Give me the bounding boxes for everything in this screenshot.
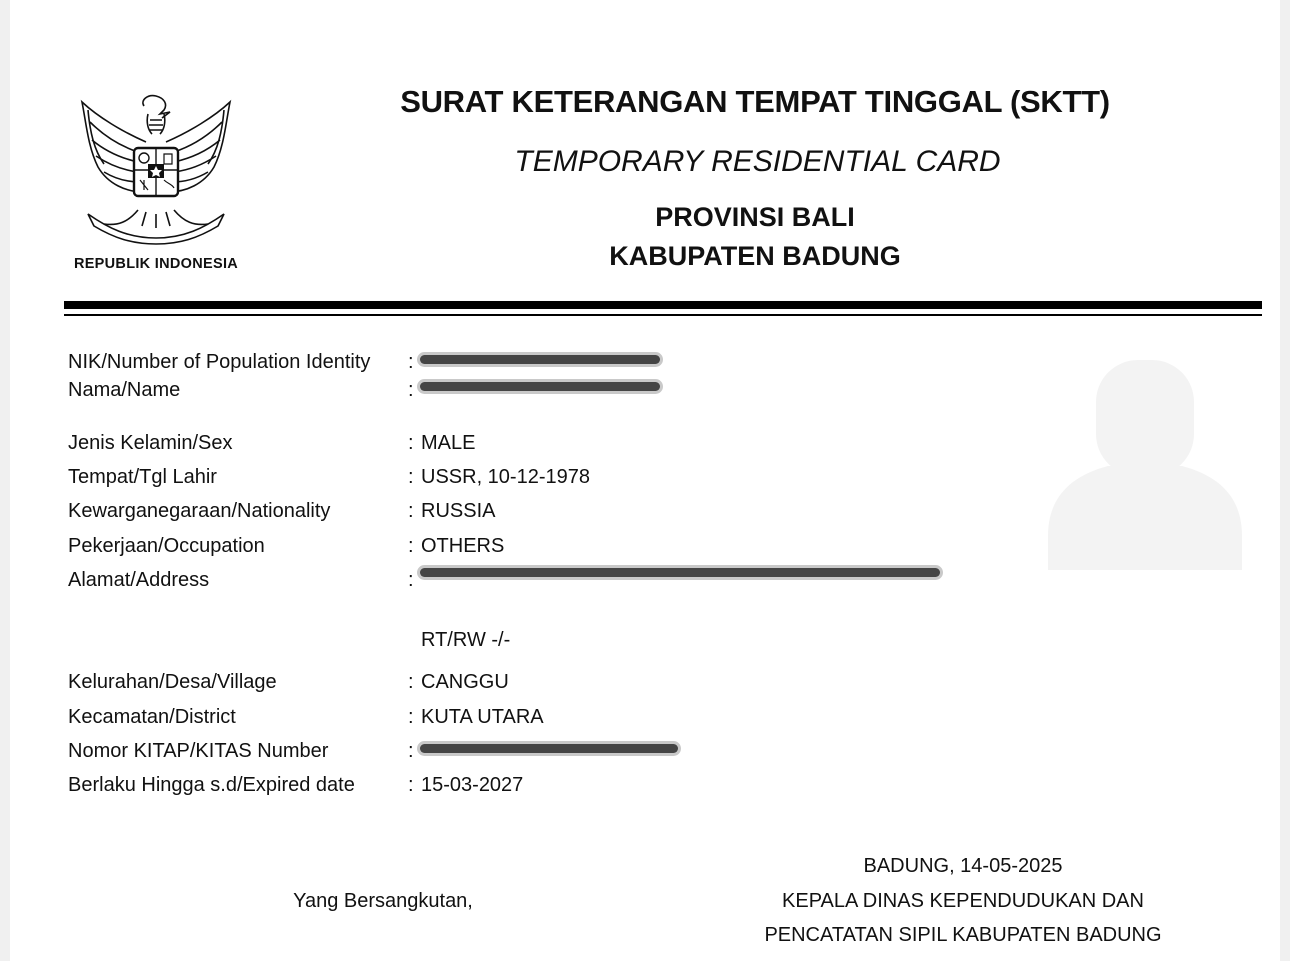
nik-colon: :: [408, 351, 414, 373]
expiry-value: 15-03-2027: [421, 774, 524, 796]
occupation-value: OTHERS: [421, 535, 505, 557]
sex-colon: :: [408, 432, 414, 454]
district-colon: :: [408, 706, 414, 728]
name-colon: :: [408, 379, 414, 401]
birth-colon: :: [408, 466, 414, 488]
expiry-label: Berlaku Hingga s.d/Expired date: [68, 774, 355, 796]
district-label: Kecamatan/District: [68, 706, 236, 728]
village-value: CANGGU: [421, 671, 509, 693]
village-colon: :: [408, 671, 414, 693]
regency-heading: KABUPATEN BADUNG: [609, 241, 901, 271]
birth-value: USSR, 10-12-1978: [421, 466, 590, 488]
kitas-colon: :: [408, 740, 414, 762]
issue-place-date: BADUNG, 14-05-2025: [863, 855, 1063, 877]
official-title-line1: KEPALA DINAS KEPENDUDUKAN DAN: [782, 890, 1144, 912]
photo-placeholder-icon: [1048, 358, 1242, 570]
nationality-value: RUSSIA: [421, 500, 496, 522]
nationality-label: Kewarganegaraan/Nationality: [68, 500, 331, 522]
name-label: Nama/Name: [68, 379, 181, 401]
address-label: Alamat/Address: [68, 569, 210, 591]
birth-label: Tempat/Tgl Lahir: [68, 466, 217, 488]
province-heading: PROVINSI BALI: [655, 202, 855, 232]
nik-label: NIK/Number of Population Identity: [68, 351, 371, 373]
nationality-colon: :: [408, 500, 414, 522]
address-rt-rw: RT/RW -/-: [421, 629, 511, 651]
name-redacted-value: [420, 382, 660, 391]
address-redacted-value: [420, 568, 940, 577]
header-divider-thick: [64, 301, 1262, 309]
document-title: SURAT KETERANGAN TEMPAT TINGGAL (SKTT): [400, 84, 1110, 119]
village-label: Kelurahan/Desa/Village: [68, 671, 277, 693]
holder-signature-caption: Yang Bersangkutan,: [293, 890, 473, 912]
header-divider-thin: [64, 314, 1262, 316]
nik-redacted-value: [420, 355, 660, 364]
occupation-label: Pekerjaan/Occupation: [68, 535, 265, 557]
official-title-line2: PENCATATAN SIPIL KABUPATEN BADUNG: [764, 924, 1162, 946]
expiry-colon: :: [408, 774, 414, 796]
kitas-redacted-value: [420, 744, 678, 753]
garuda-emblem-icon: [68, 92, 244, 252]
document-subtitle: TEMPORARY RESIDENTIAL CARD: [514, 145, 1001, 178]
address-colon: :: [408, 569, 414, 591]
kitas-label: Nomor KITAP/KITAS Number: [68, 740, 329, 762]
emblem-caption: REPUBLIK INDONESIA: [73, 256, 239, 272]
sex-label: Jenis Kelamin/Sex: [68, 432, 233, 454]
district-value: KUTA UTARA: [421, 706, 544, 728]
sex-value: MALE: [421, 432, 476, 454]
occupation-colon: :: [408, 535, 414, 557]
